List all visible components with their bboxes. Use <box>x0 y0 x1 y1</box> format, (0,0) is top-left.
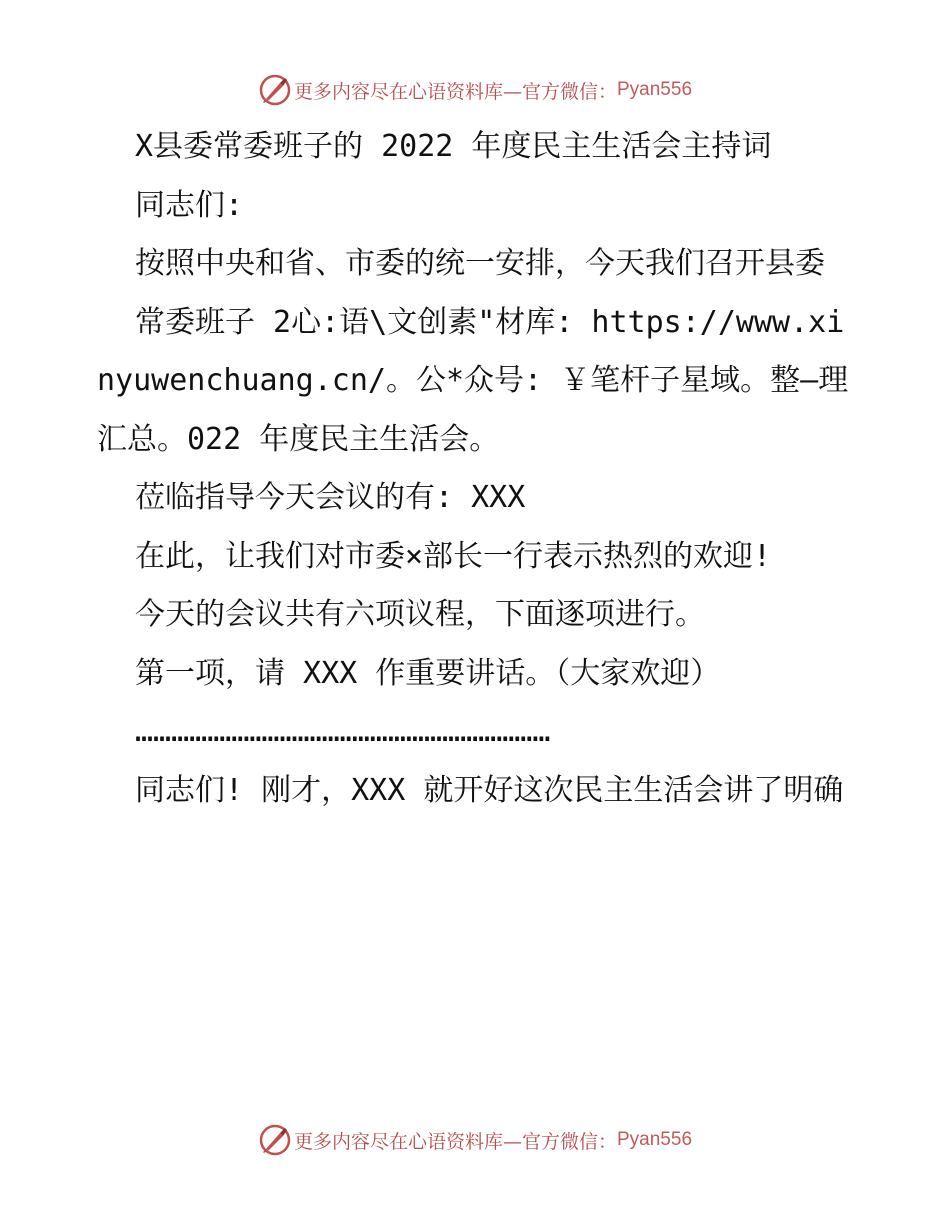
paragraph-welcome: 在此，让我们对市委×部长一行表示热烈的欢迎! <box>135 538 772 574</box>
paragraph-watermark-insert: 常委班子 2心:语\文创素"材库: https://www.xinyuwenchuang.cn/。公*众号: ￥笔杆子星域。整—理汇总。022 年度民主生活会。 <box>97 304 849 457</box>
paragraph-item-one: 第一项，请 XXX 作重要讲话。（大家欢迎） <box>135 655 721 691</box>
ellipsis-separator: …………………………………………………………… <box>135 714 551 749</box>
paragraph-closing: 同志们! 刚才，XXX 就开好这次民主生活会讲了明确 <box>135 772 844 808</box>
quill-pen-logo-icon <box>258 1123 292 1157</box>
document-title: X县委常委班子的 2022 年度民主生活会主持词 <box>135 129 772 164</box>
paragraph-intro: 按照中央和省、市委的统一安排，今天我们召开县委 <box>135 246 825 281</box>
watermark-text: 更多内容尽在心语资料库—官方微信： <box>293 1130 617 1153</box>
salutation: 同志们: <box>135 187 244 223</box>
watermark-wechat-id: Pyan556 <box>617 79 693 100</box>
watermark-text: 更多内容尽在心语资料库—官方微信： <box>293 80 617 103</box>
footer-watermark-banner <box>0 1120 950 1160</box>
watermark-wechat-id: Pyan556 <box>617 1129 693 1150</box>
document-body <box>97 118 857 820</box>
paragraph-agenda: 今天的会议共有六项议程，下面逐项进行。 <box>135 597 705 632</box>
paragraph-guests: 莅临指导今天会议的有: XXX <box>135 480 526 515</box>
header-watermark-banner <box>0 70 950 110</box>
quill-pen-logo-icon <box>258 73 292 107</box>
